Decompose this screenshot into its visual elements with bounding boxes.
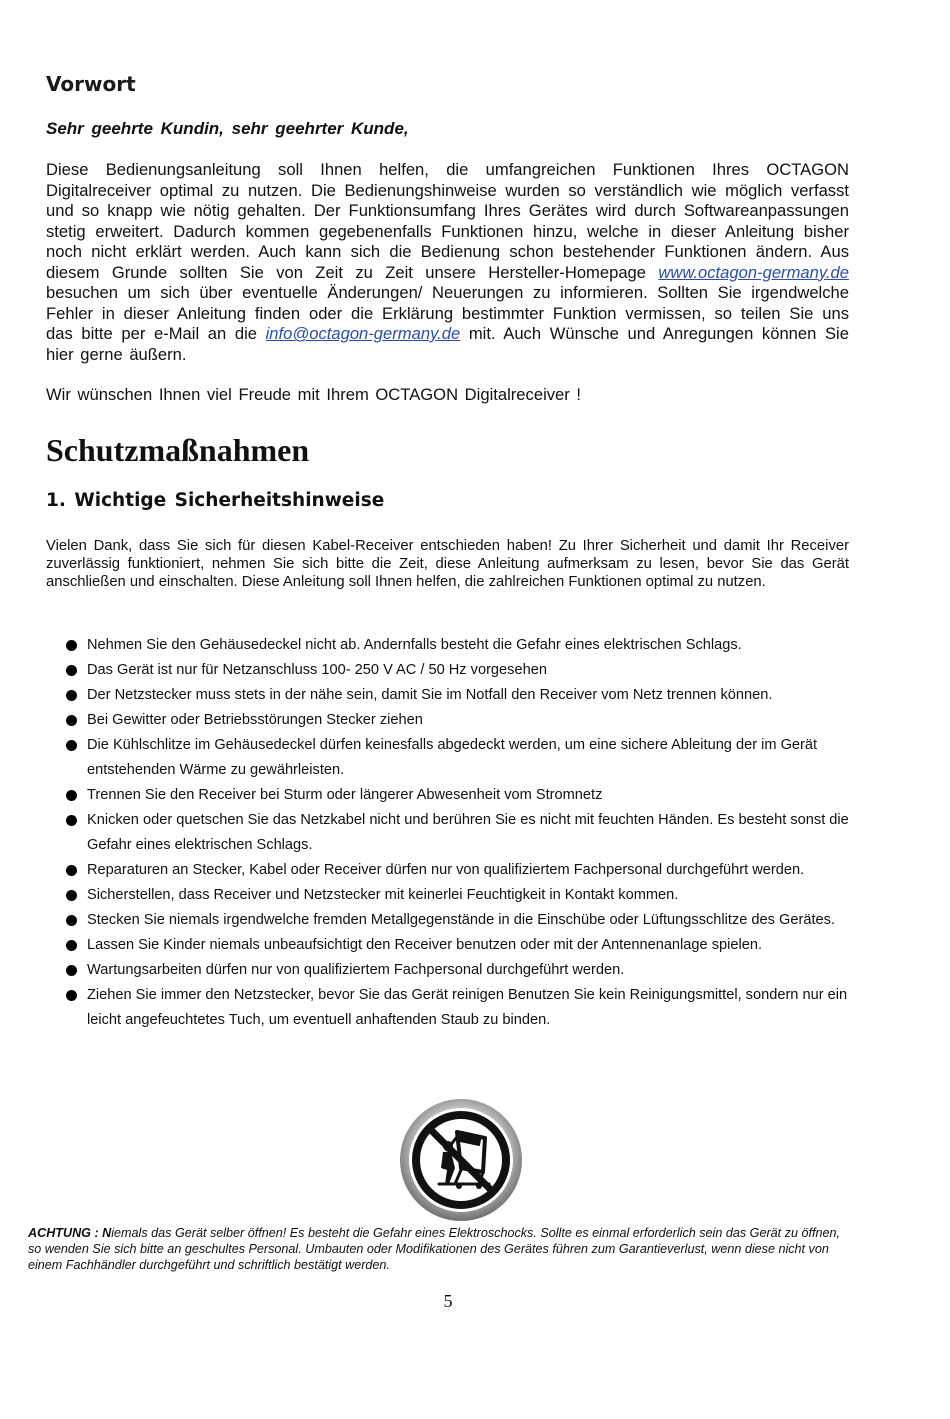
list-item-text: Die Kühlschlitze im Gehäusedeckel dürfen keinesfalls abgedeckt werden, um eine sichere Ableitung der im Gerät entstehenden Wärme zu gewährleisten. xyxy=(87,737,818,778)
bullet-icon xyxy=(66,915,77,926)
list-item xyxy=(62,933,852,958)
list-item xyxy=(62,858,852,883)
list-item-text: Nehmen Sie den Gehäusedeckel nicht ab. Andernfalls besteht die Gefahr eines elektrischen Schlags. xyxy=(87,637,742,653)
list-item xyxy=(62,733,852,783)
list-item-text: Stecken Sie niemals irgendwelche fremden Metallgegenstände in die Einschübe oder Lüftungsschlitze des Gerätes. xyxy=(87,912,835,928)
bullet-icon xyxy=(66,740,77,751)
list-item xyxy=(62,983,852,1033)
achtung-lead: ACHTUNG : N xyxy=(28,1226,112,1240)
achtung-warning xyxy=(28,1225,848,1274)
achtung-text: iemals das Gerät selber öffnen! Es besteht die Gefahr eines Elektroschocks. Sollte es einmal erforderlich sein das Gerät zu öffnen, so wenden Sie sich bitte an geschultes Personal. Umbauten oder Modifikationen des Gerätes führen zum Garantieverlust, wenn diese nicht von einem Fachhändler durchgeführt und schriftlich bestätigt werden. xyxy=(28,1226,840,1273)
list-item-text: Reparaturen an Stecker, Kabel oder Receiver dürfen nur von qualifiziertem Fachpersonal durchgeführt werden. xyxy=(87,862,805,878)
schutzmassnahmen-heading: Schutzmaßnahmen xyxy=(46,432,310,468)
bullet-icon xyxy=(66,640,77,651)
list-item-text: Knicken oder quetschen Sie das Netzkabel nicht und berühren Sie es nicht mit feuchten Händen. Es besteht sonst die Gefahr eines elektrischen Schlags. xyxy=(87,812,849,853)
list-item xyxy=(62,633,852,658)
intro-paragraph xyxy=(46,160,849,365)
vorwort-heading: Vorwort xyxy=(46,72,136,96)
list-item xyxy=(62,683,852,708)
page-number: 5 xyxy=(443,1291,453,1311)
cart-tip-over-warning-icon xyxy=(399,1098,523,1222)
list-item xyxy=(62,708,852,733)
bullet-icon xyxy=(66,940,77,951)
bullet-icon xyxy=(66,790,77,801)
list-item-text: Sicherstellen, dass Receiver und Netzstecker mit keinerlei Feuchtigkeit in Kontakt kommen. xyxy=(87,887,679,903)
list-item-text: Lassen Sie Kinder niemals unbeaufsichtigt den Receiver benutzen oder mit der Antennenanlage spielen. xyxy=(87,937,762,953)
list-item-text: Das Gerät ist nur für Netzanschluss 100- 250 V AC / 50 Hz vorgesehen xyxy=(87,662,547,678)
wish-line: Wir wünschen Ihnen viel Freude mit Ihrem OCTAGON Digitalreceiver ! xyxy=(46,385,582,404)
list-item-text: Trennen Sie den Receiver bei Sturm oder längerer Abwesenheit vom Stromnetz xyxy=(87,787,603,803)
list-item xyxy=(62,883,852,908)
bullet-icon xyxy=(66,965,77,976)
intro-text-3: mit. Auch Wünsche und Anregungen können Sie hier gerne äußern. xyxy=(46,324,849,364)
list-item xyxy=(62,808,852,858)
list-item xyxy=(62,658,852,683)
list-item-text: Bei Gewitter oder Betriebsstörungen Stecker ziehen xyxy=(87,712,423,728)
homepage-link[interactable]: www.octagon-germany.de xyxy=(658,262,849,282)
list-item xyxy=(62,783,852,808)
salutation: Sehr geehrte Kundin, sehr geehrter Kunde, xyxy=(46,119,409,138)
bullet-icon xyxy=(66,665,77,676)
bullet-icon xyxy=(66,690,77,701)
bullet-icon xyxy=(66,890,77,901)
list-item xyxy=(62,958,852,983)
list-item-text: Wartungsarbeiten dürfen nur von qualifiziertem Fachpersonal durchgeführt werden. xyxy=(87,962,625,978)
safety-list xyxy=(62,633,852,1033)
bullet-icon xyxy=(66,815,77,826)
list-item xyxy=(62,908,852,933)
thanks-paragraph: Vielen Dank, dass Sie sich für diesen Kabel-Receiver entschieden haben! Zu Ihrer Sicherheit und damit Ihr Receiver zuverlässig funktioniert, nehmen Sie sich bitte die Zeit, diese Anleitung aufmerksam zu lesen, bevor Sie das Gerät anschließen und einschalten. Diese Anleitung soll Ihnen helfen, die zahlreichen Funktionen optimal zu nutzen. xyxy=(46,538,849,591)
email-link[interactable]: info@octagon-germany.de xyxy=(265,324,461,343)
safety-subheading: 1. Wichtige Sicherheitshinweise xyxy=(46,490,385,511)
bullet-icon xyxy=(66,865,77,876)
list-item-text: Ziehen Sie immer den Netzstecker, bevor Sie das Gerät reinigen Benutzen Sie kein Reinigungsmittel, sondern nur ein leicht angefeuchtetes Tuch, um eventuell anhaftenden Staub zu binden. xyxy=(87,987,848,1028)
bullet-icon xyxy=(66,715,77,726)
bullet-icon xyxy=(66,990,77,1001)
intro-text-1: Diese Bedienungsanleitung soll Ihnen helfen, die umfangreichen Funktionen Ihres OCTAGON Digitalreceiver optimal zu nutzen. Die Bedienungshinweise wurden so verständlich wie möglich verfasst und so knapp wie nötig gehalten. Der Funktionsumfang Ihres Gerätes wird durch Softwareanpassungen stetig erweitert. Dadurch kommen gegebenenfalls Funktionen hinzu, welche in dieser Anleitung bisher noch nicht erklärt werden. Auch kann sich die Bedienung schon bestehender Funktionen ändern. Aus diesem Grunde sollten Sie von Zeit zu Zeit unsere Hersteller-Homepage xyxy=(46,160,849,282)
intro-text-2: besuchen um sich über eventuelle Änderungen/ Neuerungen zu informieren. Sollten Sie irgendwelche Fehler in dieser Anleitung finden oder die Erklärung bestimmter Funktion vermissen, so teilen Sie uns das bitte per e-Mail an die xyxy=(46,283,849,343)
list-item-text: Der Netzstecker muss stets in der nähe sein, damit Sie im Notfall den Receiver vom Netz trennen können. xyxy=(87,687,773,703)
